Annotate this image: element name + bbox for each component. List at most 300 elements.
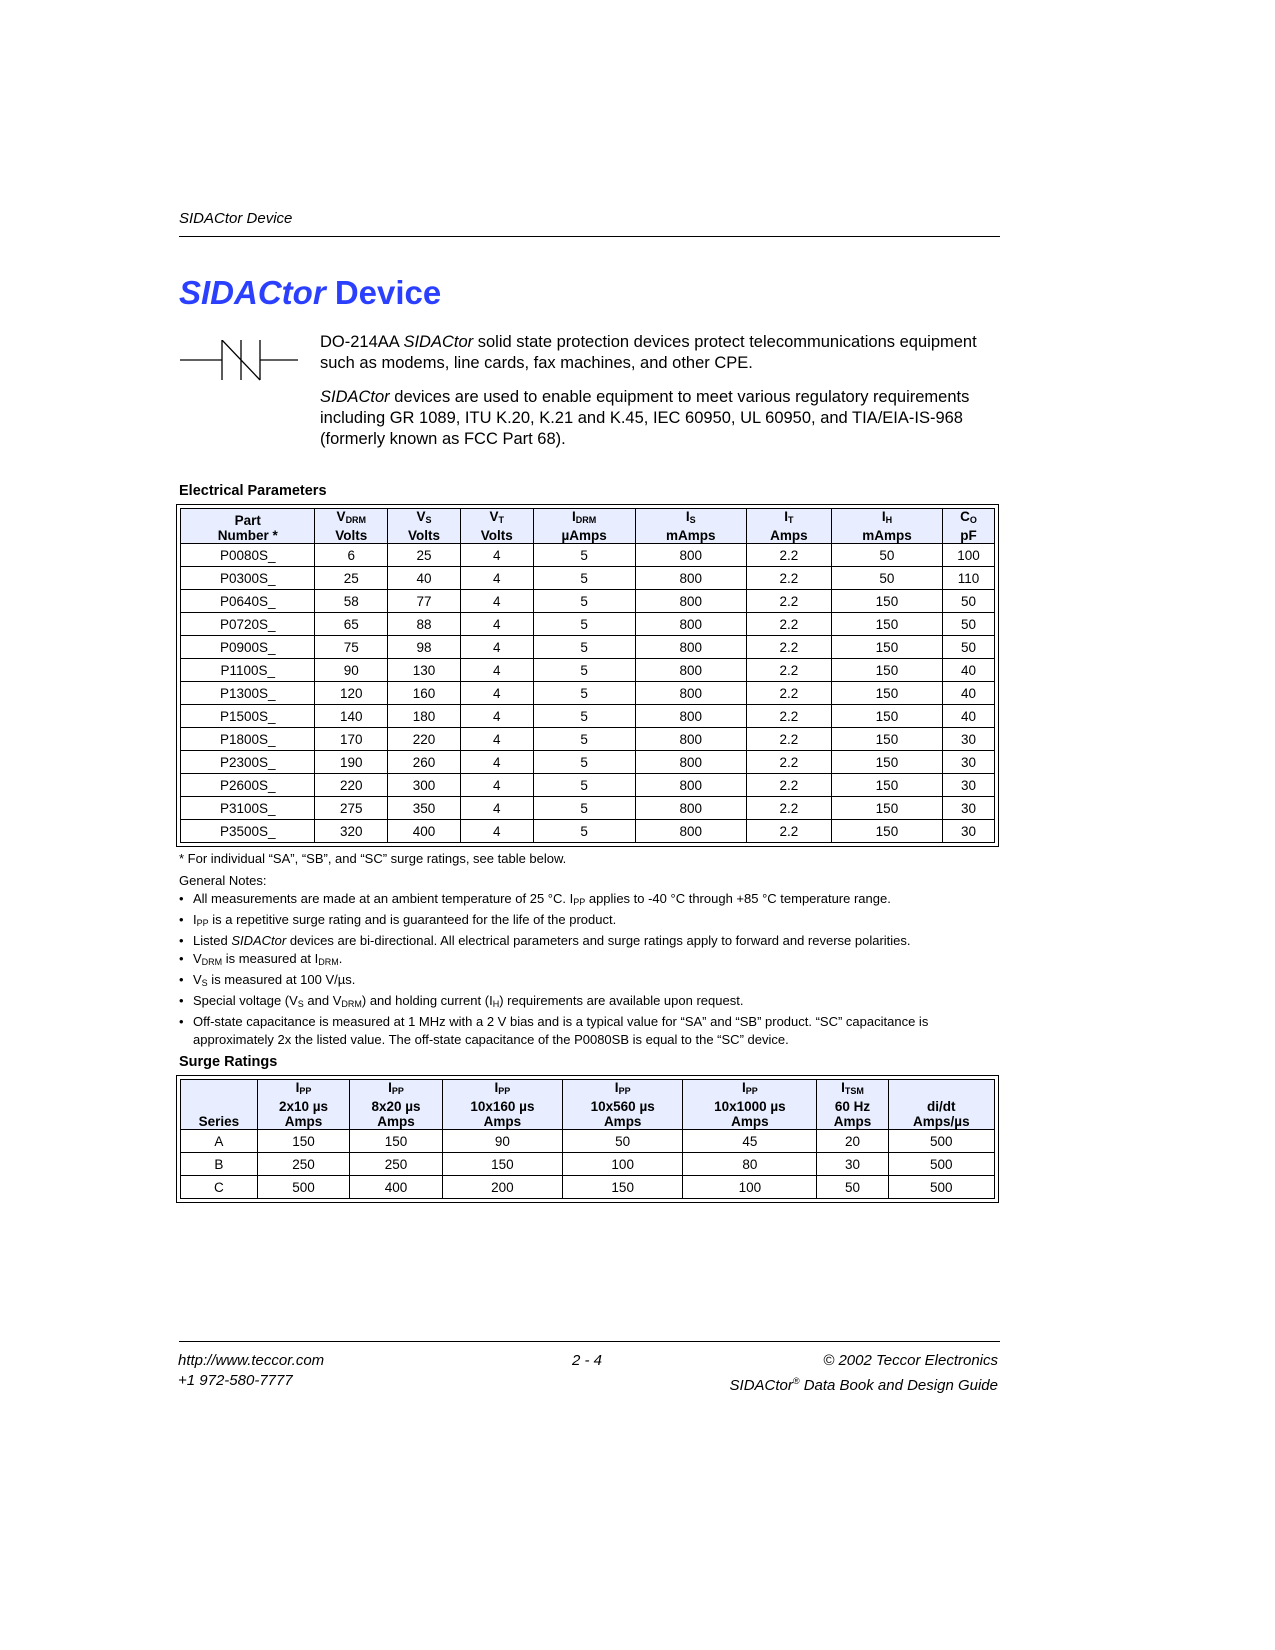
table-row: [181, 774, 995, 797]
symbol-main: I: [784, 509, 788, 524]
symbol-subscript: PP: [498, 1086, 511, 1096]
table-cell: 90: [315, 659, 388, 682]
table-cell: 190: [315, 751, 388, 774]
text-segment: PP: [573, 897, 586, 907]
table-cell: 2.2: [746, 636, 831, 659]
param-symbol: [181, 513, 314, 528]
symbol-subscript: PP: [299, 1086, 312, 1096]
book-name: SIDACtor: [729, 1377, 793, 1394]
table-row: [181, 820, 995, 843]
symbol-subscript: S: [425, 515, 432, 525]
table-cell: 220: [388, 728, 461, 751]
text-segment: DRM: [201, 957, 223, 967]
table-cell: 5: [533, 567, 635, 590]
running-header: SIDACtor Device: [179, 210, 293, 227]
table-cell: 150: [831, 797, 942, 820]
param-symbol: [832, 509, 942, 528]
table-cell: 120: [315, 682, 388, 705]
text-segment: and V: [303, 993, 342, 1008]
table-cell: 250: [257, 1153, 350, 1176]
column-label: Amps: [603, 1114, 642, 1129]
column-unit: µAmps: [561, 528, 607, 543]
footer-page-number: 2 - 4: [572, 1352, 603, 1369]
text-segment: solid state protection devices protect telecommunications equipment such as modems, line cards, fax machines, and other CPE.: [320, 333, 977, 372]
table-cell: 2.2: [746, 774, 831, 797]
symbol-main: I: [388, 1080, 392, 1095]
symbol-main: I: [881, 509, 886, 524]
table-row: [181, 1130, 995, 1153]
electrical-table-frame: [176, 504, 999, 847]
table-cell: 4: [460, 705, 533, 728]
table-cell: 250: [350, 1153, 443, 1176]
column-header: [635, 509, 746, 544]
table-cell: C: [181, 1176, 258, 1199]
symbol-subscript: PP: [745, 1086, 758, 1096]
table-cell: 500: [257, 1176, 350, 1199]
column-header: [460, 509, 533, 544]
note-item: [179, 911, 979, 932]
table-cell: 180: [388, 705, 461, 728]
param-symbol: [817, 1080, 887, 1099]
table-cell: 4: [460, 636, 533, 659]
table-cell: 150: [350, 1130, 443, 1153]
table-cell: 150: [257, 1130, 350, 1153]
table-cell: P2300S_: [181, 751, 315, 774]
table-cell: 150: [831, 705, 942, 728]
column-label: Amps/µs: [913, 1114, 970, 1129]
table-cell: 80: [683, 1153, 817, 1176]
table-cell: P0080S_: [181, 544, 315, 567]
table-cell: 4: [460, 544, 533, 567]
table-cell: 2.2: [746, 659, 831, 682]
table-cell: 800: [635, 797, 746, 820]
symbol-main: Part: [234, 513, 261, 528]
column-unit: mAmps: [862, 528, 912, 543]
note-item: [179, 932, 979, 950]
text-segment: Listed: [193, 933, 232, 948]
footer-phone: +1 972-580-7777: [178, 1372, 293, 1389]
table-cell: 25: [388, 544, 461, 567]
table-row: [181, 636, 995, 659]
table-cell: 800: [635, 636, 746, 659]
table-cell: 4: [460, 590, 533, 613]
table-cell: 260: [388, 751, 461, 774]
table-cell: 5: [533, 544, 635, 567]
table-cell: 170: [315, 728, 388, 751]
column-unit: Amps: [770, 528, 808, 543]
table-cell: 130: [388, 659, 461, 682]
table-cell: 5: [533, 590, 635, 613]
column-header: [943, 509, 995, 544]
table-cell: 50: [943, 613, 995, 636]
table-cell: 150: [831, 820, 942, 843]
table-cell: 30: [943, 774, 995, 797]
column-unit: Volts: [480, 528, 513, 543]
table-cell: 800: [635, 728, 746, 751]
page-title: [179, 274, 441, 312]
table-cell: 5: [533, 613, 635, 636]
electrical-parameters-table: [180, 508, 995, 843]
param-symbol: [636, 509, 746, 528]
table-cell: 88: [388, 613, 461, 636]
table-cell: 100: [683, 1176, 817, 1199]
table-cell: 6: [315, 544, 388, 567]
table-cell: 800: [635, 820, 746, 843]
table-cell: 150: [442, 1153, 562, 1176]
table-cell: 100: [943, 544, 995, 567]
table-cell: 40: [943, 659, 995, 682]
table-cell: 200: [442, 1176, 562, 1199]
column-label: 2x10 µs: [278, 1099, 329, 1114]
table-cell: 50: [943, 636, 995, 659]
table-cell: 65: [315, 613, 388, 636]
table-row: [181, 567, 995, 590]
table-cell: 2.2: [746, 590, 831, 613]
table-row: [181, 751, 995, 774]
text-segment: V: [193, 951, 202, 966]
table-cell: 50: [817, 1176, 888, 1199]
param-symbol: [443, 1080, 562, 1099]
symbol-subscript: S: [689, 515, 696, 525]
note-item: [179, 890, 979, 911]
table-cell: 58: [315, 590, 388, 613]
table-cell: 20: [817, 1130, 888, 1153]
table-row: [181, 590, 995, 613]
table-cell: 2.2: [746, 567, 831, 590]
column-unit: Number *: [217, 528, 278, 543]
header-row: [181, 509, 995, 544]
table-cell: 800: [635, 613, 746, 636]
table-cell: 2.2: [746, 820, 831, 843]
table-cell: 4: [460, 682, 533, 705]
intro-paragraph-2: [320, 387, 1000, 450]
symbol-main: I: [742, 1080, 746, 1095]
symbol-subscript: PP: [618, 1086, 631, 1096]
param-symbol: [747, 509, 831, 528]
registered-mark: ®: [792, 1376, 800, 1386]
table-cell: 4: [460, 567, 533, 590]
footer-left: [178, 1351, 324, 1391]
table-cell: 800: [635, 705, 746, 728]
column-label: 10x560 µs: [590, 1099, 655, 1114]
table-cell: 2.2: [746, 682, 831, 705]
text-segment: PP: [196, 918, 209, 928]
table-cell: 75: [315, 636, 388, 659]
header-row: [181, 1080, 995, 1130]
table-cell: 100: [563, 1153, 683, 1176]
table-row: [181, 1153, 995, 1176]
param-symbol: [943, 509, 994, 528]
symbol-subscript: H: [885, 515, 893, 525]
table-cell: 500: [888, 1153, 994, 1176]
table-cell: 40: [388, 567, 461, 590]
table-cell: 5: [533, 751, 635, 774]
column-header: [350, 1080, 443, 1130]
column-header: [442, 1080, 562, 1130]
surge-table-frame: [176, 1075, 999, 1203]
table-cell: P1500S_: [181, 705, 315, 728]
table-cell: 500: [888, 1176, 994, 1199]
text-segment: SIDACtor: [231, 933, 287, 948]
footer-url[interactable]: http://www.teccor.com: [178, 1352, 325, 1369]
symbol-main: V: [489, 509, 499, 524]
column-unit: Volts: [335, 528, 368, 543]
table-cell: P0640S_: [181, 590, 315, 613]
table-cell: 150: [831, 682, 942, 705]
text-segment: ) requirements are available upon request.: [499, 993, 744, 1008]
symbol-main: I: [494, 1080, 499, 1095]
symbol-main: I: [614, 1080, 619, 1095]
table-cell: 98: [388, 636, 461, 659]
table-cell: 275: [315, 797, 388, 820]
table-cell: 25: [315, 567, 388, 590]
table-cell: 150: [563, 1176, 683, 1199]
symbol-main: I: [572, 509, 576, 524]
table-row: [181, 682, 995, 705]
text-segment: devices are bi-directional. All electrical parameters and surge ratings apply to forward and reverse polarities.: [286, 933, 911, 948]
table-cell: 77: [388, 590, 461, 613]
surge-ratings-table: [180, 1079, 995, 1199]
column-header: [533, 509, 635, 544]
column-label: Amps: [284, 1114, 323, 1129]
table-cell: 5: [533, 820, 635, 843]
text-segment: is measured at 100 V/µs.: [207, 972, 356, 987]
symbol-subscript: DRM: [345, 515, 367, 525]
text-segment: All measurements are made at an ambient temperature of 25 °C. I: [193, 891, 574, 906]
table-cell: 40: [943, 682, 995, 705]
symbol-main: V: [416, 509, 426, 524]
column-label: di/dt: [927, 1099, 956, 1114]
text-segment: V: [193, 972, 202, 987]
footer-rule: [179, 1341, 1000, 1342]
table-cell: 150: [831, 774, 942, 797]
symbol-main: I: [685, 509, 690, 524]
table-cell: 150: [831, 751, 942, 774]
table-cell: 220: [315, 774, 388, 797]
table-cell: 4: [460, 774, 533, 797]
text-segment: ) and holding current (I: [361, 993, 493, 1008]
column-header: [888, 1080, 994, 1130]
symbol-subscript: PP: [391, 1086, 404, 1096]
table-row: [181, 659, 995, 682]
table-cell: 150: [831, 613, 942, 636]
symbol-subscript: O: [969, 515, 977, 525]
intro-paragraph-1: [320, 332, 1000, 374]
text-segment: .: [338, 951, 343, 966]
table-cell: 5: [533, 636, 635, 659]
text-segment: SIDACtor: [320, 388, 390, 406]
footer-copyright: © 2002 Teccor Electronics: [823, 1352, 998, 1369]
text-segment: DRM: [341, 999, 362, 1009]
table-cell: 4: [460, 728, 533, 751]
note-item: [179, 1013, 979, 1049]
column-header: [388, 509, 461, 544]
table-cell: P2600S_: [181, 774, 315, 797]
table-cell: 350: [388, 797, 461, 820]
param-symbol: [258, 1080, 350, 1099]
table-row: [181, 797, 995, 820]
table-cell: P3500S_: [181, 820, 315, 843]
column-label: 8x20 µs: [371, 1099, 421, 1114]
table-row: [181, 705, 995, 728]
symbol-subscript: T: [498, 515, 505, 525]
sidactor-symbol-icon: [180, 340, 300, 382]
table-cell: 30: [943, 751, 995, 774]
column-unit: Volts: [408, 528, 441, 543]
column-label: Amps: [731, 1114, 769, 1129]
table-cell: 50: [831, 567, 942, 590]
column-label: Series: [198, 1114, 240, 1129]
text-segment: Special voltage (V: [193, 993, 298, 1008]
column-label: 10x1000 µs: [714, 1099, 786, 1114]
table-cell: 160: [388, 682, 461, 705]
text-segment: applies to -40 °C through +85 °C temperature range.: [585, 891, 891, 906]
note-item: [179, 992, 979, 1013]
symbol-main: I: [295, 1080, 300, 1095]
table-cell: 30: [943, 728, 995, 751]
column-label: Amps: [483, 1114, 522, 1129]
param-symbol: [534, 509, 635, 528]
table-cell: 400: [388, 820, 461, 843]
table-cell: 400: [350, 1176, 443, 1199]
table-cell: 150: [831, 728, 942, 751]
table-cell: 5: [533, 774, 635, 797]
table-cell: 150: [831, 590, 942, 613]
general-notes: [179, 872, 979, 1049]
table-row: [181, 544, 995, 567]
table-cell: 800: [635, 774, 746, 797]
column-label: 10x160 µs: [470, 1099, 535, 1114]
column-header: [181, 1080, 258, 1130]
column-header: [831, 509, 942, 544]
column-header: [563, 1080, 683, 1130]
table-cell: 2.2: [746, 705, 831, 728]
electrical-heading: Electrical Parameters: [179, 483, 327, 499]
table-cell: 2.2: [746, 728, 831, 751]
table-cell: 4: [460, 613, 533, 636]
table-cell: 150: [831, 659, 942, 682]
table-row: [181, 1176, 995, 1199]
symbol-subscript: TSM: [844, 1086, 864, 1096]
title-italic: SIDACtor: [179, 274, 326, 311]
table-cell: 800: [635, 590, 746, 613]
table-cell: A: [181, 1130, 258, 1153]
table-cell: 5: [533, 797, 635, 820]
table-cell: 800: [635, 682, 746, 705]
table-cell: 5: [533, 682, 635, 705]
table-cell: P1800S_: [181, 728, 315, 751]
table-cell: 50: [563, 1130, 683, 1153]
param-symbol: [563, 1080, 682, 1099]
table-cell: 110: [943, 567, 995, 590]
table-cell: 45: [683, 1130, 817, 1153]
book-rest: Data Book and Design Guide: [799, 1377, 998, 1394]
table-cell: B: [181, 1153, 258, 1176]
note-item: [179, 950, 979, 971]
surge-heading: Surge Ratings: [179, 1054, 278, 1070]
param-symbol: [683, 1080, 816, 1099]
table-cell: 2.2: [746, 613, 831, 636]
symbol-main: C: [960, 509, 970, 524]
table-cell: 50: [943, 590, 995, 613]
table-cell: 800: [635, 567, 746, 590]
column-header: [683, 1080, 817, 1130]
symbol-main: I: [841, 1080, 845, 1095]
table-cell: 5: [533, 705, 635, 728]
table-cell: 320: [315, 820, 388, 843]
table-cell: 30: [943, 820, 995, 843]
column-header: [181, 509, 315, 544]
text-segment: S: [297, 999, 304, 1009]
table-cell: 4: [460, 751, 533, 774]
symbol-subscript: DRM: [575, 515, 597, 525]
table-cell: P3100S_: [181, 797, 315, 820]
table-cell: 140: [315, 705, 388, 728]
note-item: [179, 971, 979, 992]
symbol-main: V: [336, 509, 346, 524]
footer-book-title: [730, 1371, 998, 1396]
table-cell: 500: [888, 1130, 994, 1153]
column-header: [257, 1080, 350, 1130]
param-symbol: [461, 509, 533, 528]
table-cell: 30: [817, 1153, 888, 1176]
column-label: Amps: [833, 1114, 872, 1129]
table-cell: 4: [460, 659, 533, 682]
text-segment: H: [492, 999, 500, 1009]
table-cell: 800: [635, 544, 746, 567]
text-segment: DRM: [318, 957, 339, 967]
table-cell: 5: [533, 659, 635, 682]
notes-heading: General Notes:: [179, 873, 267, 888]
column-unit: pF: [960, 528, 977, 543]
table-cell: 2.2: [746, 751, 831, 774]
table-cell: 90: [442, 1130, 562, 1153]
table-cell: P0300S_: [181, 567, 315, 590]
text-segment: is measured at I: [222, 951, 319, 966]
text-segment: S: [201, 978, 208, 988]
title-rest: Device: [325, 274, 442, 311]
column-label: Amps: [377, 1114, 415, 1129]
table-cell: 800: [635, 659, 746, 682]
param-symbol: [388, 509, 460, 528]
header-rule: [179, 236, 1000, 237]
table-cell: 4: [460, 797, 533, 820]
table-cell: 4: [460, 820, 533, 843]
table-cell: 2.2: [746, 797, 831, 820]
column-header: [746, 509, 831, 544]
column-label: 60 Hz: [834, 1099, 871, 1114]
text-segment: I: [193, 912, 197, 927]
table-cell: 800: [635, 751, 746, 774]
param-symbol: [315, 509, 387, 528]
text-segment: SIDACtor: [403, 333, 474, 351]
text-segment: is a repetitive surge rating and is guaranteed for the life of the product.: [208, 912, 617, 927]
table-cell: 5: [533, 728, 635, 751]
table-cell: P1300S_: [181, 682, 315, 705]
table-cell: 40: [943, 705, 995, 728]
table-cell: 300: [388, 774, 461, 797]
table-cell: P0720S_: [181, 613, 315, 636]
electrical-footnote: * For individual “SA”, “SB”, and “SC” surge ratings, see table below.: [179, 851, 567, 866]
table-cell: 30: [943, 797, 995, 820]
table-cell: P1100S_: [181, 659, 315, 682]
text-segment: DO-214AA: [320, 333, 404, 351]
table-cell: 150: [831, 636, 942, 659]
text-segment: Off-state capacitance is measured at 1 MHz with a 2 V bias and is a typical value for “SA” and “SB” product. “SC” capacitance is approximately 2x the listed value. The off-state capacitance of the P0080SB is equal to the “SC” device.: [193, 1014, 929, 1047]
notes-list: [179, 890, 979, 1049]
column-header: [315, 509, 388, 544]
table-row: [181, 728, 995, 751]
